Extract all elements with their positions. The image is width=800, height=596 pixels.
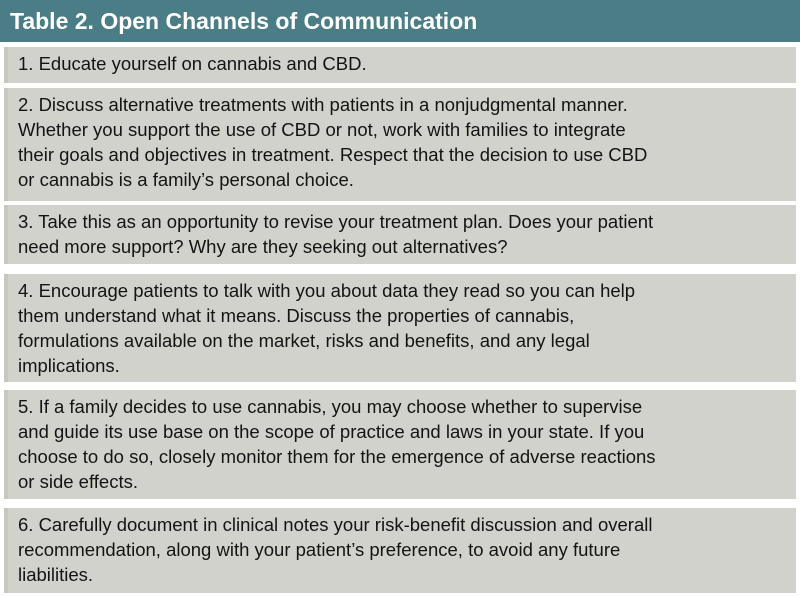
row-text <box>18 92 786 192</box>
row-line: implications. <box>18 355 120 376</box>
row-text <box>18 51 786 76</box>
table-row-1 <box>4 47 796 83</box>
row-line: formulations available on the market, risks and benefits, and any legal <box>18 330 590 351</box>
table-row-5 <box>4 390 796 499</box>
row-line: 6. Carefully document in clinical notes your risk-benefit discussion and overall <box>18 514 653 535</box>
row-line: need more support? Why are they seeking out alternatives? <box>18 236 508 257</box>
table-row-3 <box>4 205 796 264</box>
row-line: liabilities. <box>18 564 94 585</box>
row-line: 5. If a family decides to use cannabis, you may choose whether to supervise <box>18 396 643 417</box>
row-text <box>18 512 786 587</box>
row-text <box>18 394 786 494</box>
row-line: 3. Take this as an opportunity to revise your treatment plan. Does your patient <box>18 211 654 232</box>
table-row-2 <box>4 88 796 201</box>
row-line: 1. Educate yourself on cannabis and CBD. <box>18 53 367 74</box>
table-row-4 <box>4 274 796 382</box>
row-line: them understand what it means. Discuss the properties of cannabis, <box>18 305 575 326</box>
row-line: their goals and objectives in treatment. Respect that the decision to use CBD <box>18 144 648 165</box>
table-row-6 <box>4 508 796 593</box>
row-text <box>18 209 786 259</box>
table-title: Table 2. Open Channels of Communication <box>0 0 800 42</box>
row-line: 2. Discuss alternative treatments with patients in a nonjudgmental manner. <box>18 94 628 115</box>
row-line: recommendation, along with your patient’s preference, to avoid any future <box>18 539 621 560</box>
row-line: and guide its use base on the scope of practice and laws in your state. If you <box>18 421 645 442</box>
row-line: choose to do so, closely monitor them for the emergence of adverse reactions <box>18 446 656 467</box>
row-line: or side effects. <box>18 471 138 492</box>
row-line: or cannabis is a family’s personal choice. <box>18 169 354 190</box>
row-text <box>18 278 786 378</box>
row-line: 4. Encourage patients to talk with you about data they read so you can help <box>18 280 636 301</box>
row-line: Whether you support the use of CBD or not, work with families to integrate <box>18 119 626 140</box>
